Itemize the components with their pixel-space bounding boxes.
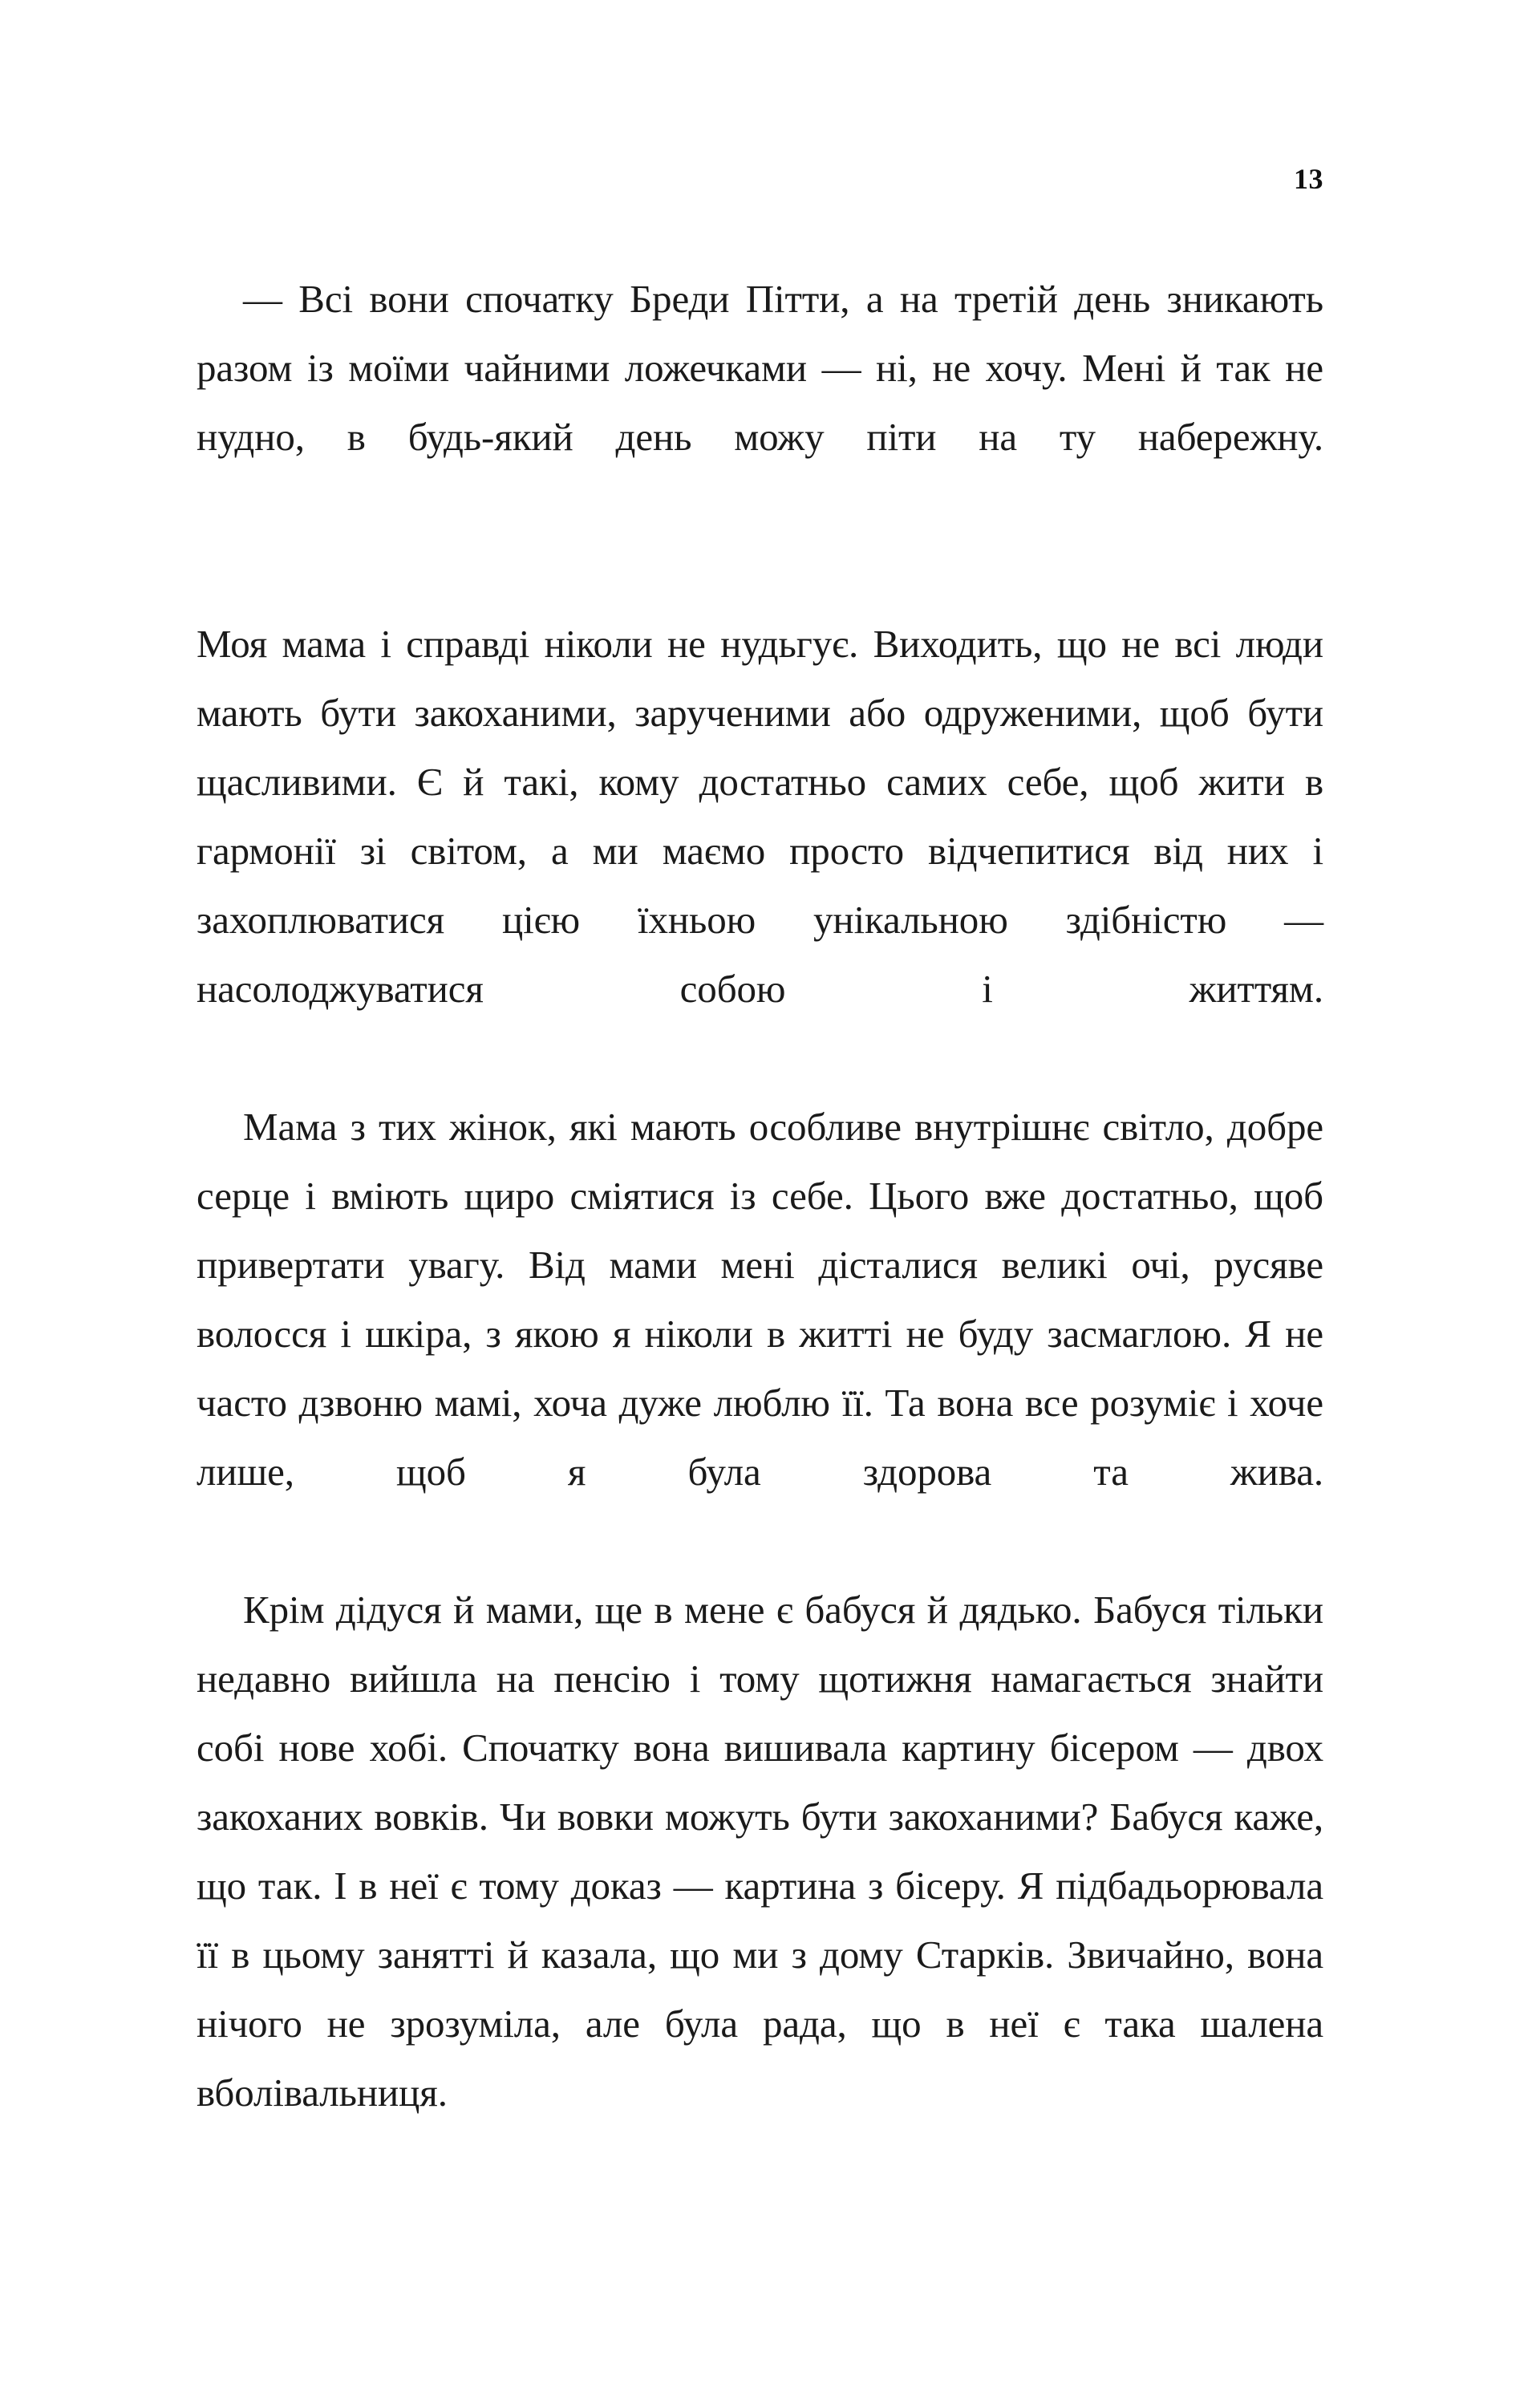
folio-row bbox=[197, 164, 1323, 193]
paragraph-grandmother-and-uncle: Крім дідуся й мами, ще в мене є бабуся й дядько. Бабуся тільки недавно вийшла на пенсію і тому щотижня намагається знайти собі нове хобі. Спочатку вона вишивала картину бісером — двох закоханих вовків. Чи вовки можуть бути закоханими? Бабуся каже, що так. І в неї є тому доказ — картина з бісеру. Я підбадьорювала її в цьому занятті й казала, що ми з дому Старків. Звичайно, вона нічого не зрозуміла, але була рада, що в неї є така шалена вболівальниця. bbox=[197, 1588, 1323, 2115]
page-number: 13 bbox=[1294, 163, 1323, 195]
body-text-block bbox=[197, 265, 1323, 2196]
paragraph-mother-never-bored: Моя мама і справді ніколи не нудьгує. Виходить, що не всі люди мають бути закоханими, зарученими або одруженими, щоб бути щасливими. Є й такі, кому достатньо самих себе, щоб жити в гармонії зі світом, а ми маємо просто відчепитися від них і захоплюватися цією їхньою унікальною здібністю — насолоджуватися собою і життям. bbox=[197, 622, 1323, 1011]
paragraph-mother-inner-light: Мама з тих жінок, які мають особливе внутрішнє світло, добре серце і вміють щиро сміятися із себе. Цього вже достатньо, щоб привертати увагу. Від мами мені дісталися великі очі, русяве волосся і шкіра, з якою я ніколи в житті не буду засмаглою. Я не часто дзвоню мамі, хоча дуже люблю її. Та вона все розуміє і хоче лише, щоб я була здорова та жива. bbox=[197, 1105, 1323, 1494]
paragraph-dialogue-line: — Всі вони спочатку Бреди Пітти, а на третій день зникають разом із моїми чайними ложечками — ні, не хочу. Мені й так не нудно, в будь-який день можу піти на ту набережну. bbox=[197, 277, 1323, 459]
